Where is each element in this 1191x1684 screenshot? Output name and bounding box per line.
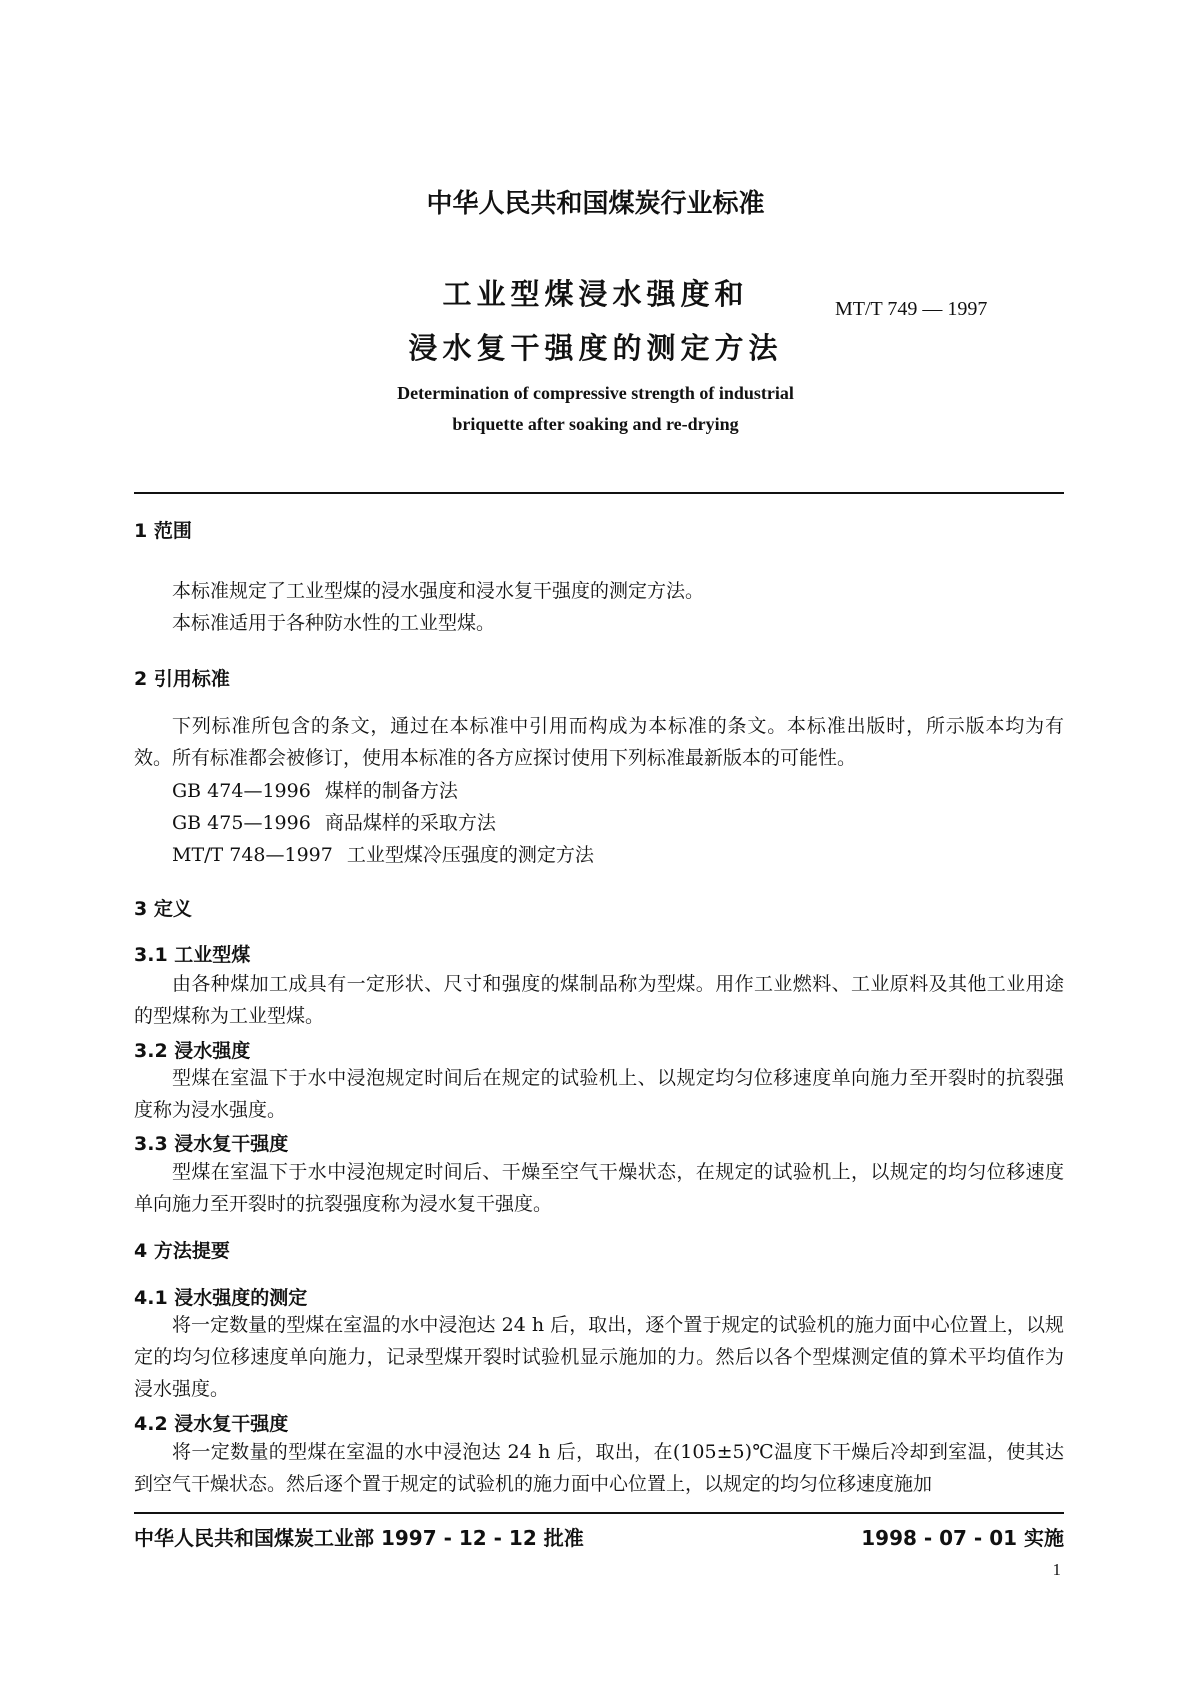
section-1-heading: 1 范围 bbox=[134, 520, 192, 542]
reference-item bbox=[172, 808, 510, 835]
english-title-line-1: Determination of compressive strength of industrial bbox=[397, 383, 794, 403]
standard-code: MT/T 749 — 1997 bbox=[835, 298, 988, 320]
section-2-paragraph: 下列标准所包含的条文，通过在本标准中引用而构成为本标准的条文。本标准出版时，所示版本均为有效。所有标准都会被修订，使用本标准的各方应探讨使用下列标准最新版本的可能性。 bbox=[134, 715, 1064, 769]
reference-title: 商品煤样的采取方法 bbox=[324, 812, 496, 834]
section-3-1-text: 由各种煤加工成具有一定形状、尺寸和强度的煤制品称为型煤。用作工业燃料、工业原料及其他工业用途的型煤称为工业型煤。 bbox=[134, 973, 1064, 1027]
implementation-date: 1998 - 07 - 01 实施 bbox=[861, 1526, 1064, 1550]
reference-code: GB 475—1996 bbox=[172, 812, 311, 834]
section-3-2-heading: 3.2 浸水强度 bbox=[134, 1040, 251, 1062]
section-4-2-heading: 4.2 浸水复干强度 bbox=[134, 1413, 289, 1435]
approval-statement: 中华人民共和国煤炭工业部 1997 - 12 - 12 批准 bbox=[134, 1526, 584, 1550]
reference-title: 煤样的制备方法 bbox=[324, 780, 458, 802]
reference-item bbox=[172, 840, 608, 867]
section-3-2-text: 型煤在室温下于水中浸泡规定时间后在规定的试验机上、以规定均匀位移速度单向施力至开裂时的抗裂强度称为浸水强度。 bbox=[134, 1067, 1064, 1121]
section-3-3-text: 型煤在室温下于水中浸泡规定时间后、干燥至空气干燥状态，在规定的试验机上，以规定的均匀位移速度单向施力至开裂时的抗裂强度称为浸水复干强度。 bbox=[134, 1161, 1064, 1215]
section-2-heading: 2 引用标准 bbox=[134, 668, 230, 690]
title-line-2: 浸水复干强度的测定方法 bbox=[408, 331, 783, 365]
section-1-paragraph-2: 本标准适用于各种防水性的工业型煤。 bbox=[172, 612, 496, 634]
reference-item bbox=[172, 776, 472, 803]
header-divider bbox=[134, 492, 1064, 494]
section-3-3-heading: 3.3 浸水复干强度 bbox=[134, 1133, 289, 1155]
reference-code: MT/T 748—1997 bbox=[172, 844, 333, 866]
section-3-heading: 3 定义 bbox=[134, 898, 192, 920]
title-line-1: 工业型煤浸水强度和 bbox=[442, 277, 749, 311]
section-4-heading: 4 方法提要 bbox=[134, 1240, 230, 1262]
section-4-1-text: 将一定数量的型煤在室温的水中浸泡达 24 h 后，取出，逐个置于规定的试验机的施力面中心位置上，以规定的均匀位移速度单向施力，记录型煤开裂时试验机显示施加的力。然后以各个型煤测定值的算术平均值作为浸水强度。 bbox=[134, 1314, 1064, 1400]
section-4-2-text: 将一定数量的型煤在室温的水中浸泡达 24 h 后，取出，在(105±5)℃温度下干燥后冷却到室温，使其达到空气干燥状态。然后逐个置于规定的试验机的施力面中心位置上，以规定的均匀位移速度施加 bbox=[134, 1441, 1064, 1495]
issuing-organization: 中华人民共和国煤炭行业标准 bbox=[426, 189, 765, 219]
english-title-line-2: briquette after soaking and re-drying bbox=[452, 414, 739, 434]
section-3-1-heading: 3.1 工业型煤 bbox=[134, 944, 251, 966]
section-4-1-heading: 4.1 浸水强度的测定 bbox=[134, 1287, 308, 1309]
page-number: 1 bbox=[1052, 1560, 1061, 1579]
reference-title: 工业型煤冷压强度的测定方法 bbox=[346, 844, 594, 866]
reference-code: GB 474—1996 bbox=[172, 780, 311, 802]
footer-divider bbox=[134, 1512, 1064, 1514]
section-1-paragraph-1: 本标准规定了工业型煤的浸水强度和浸水复干强度的测定方法。 bbox=[172, 580, 705, 602]
